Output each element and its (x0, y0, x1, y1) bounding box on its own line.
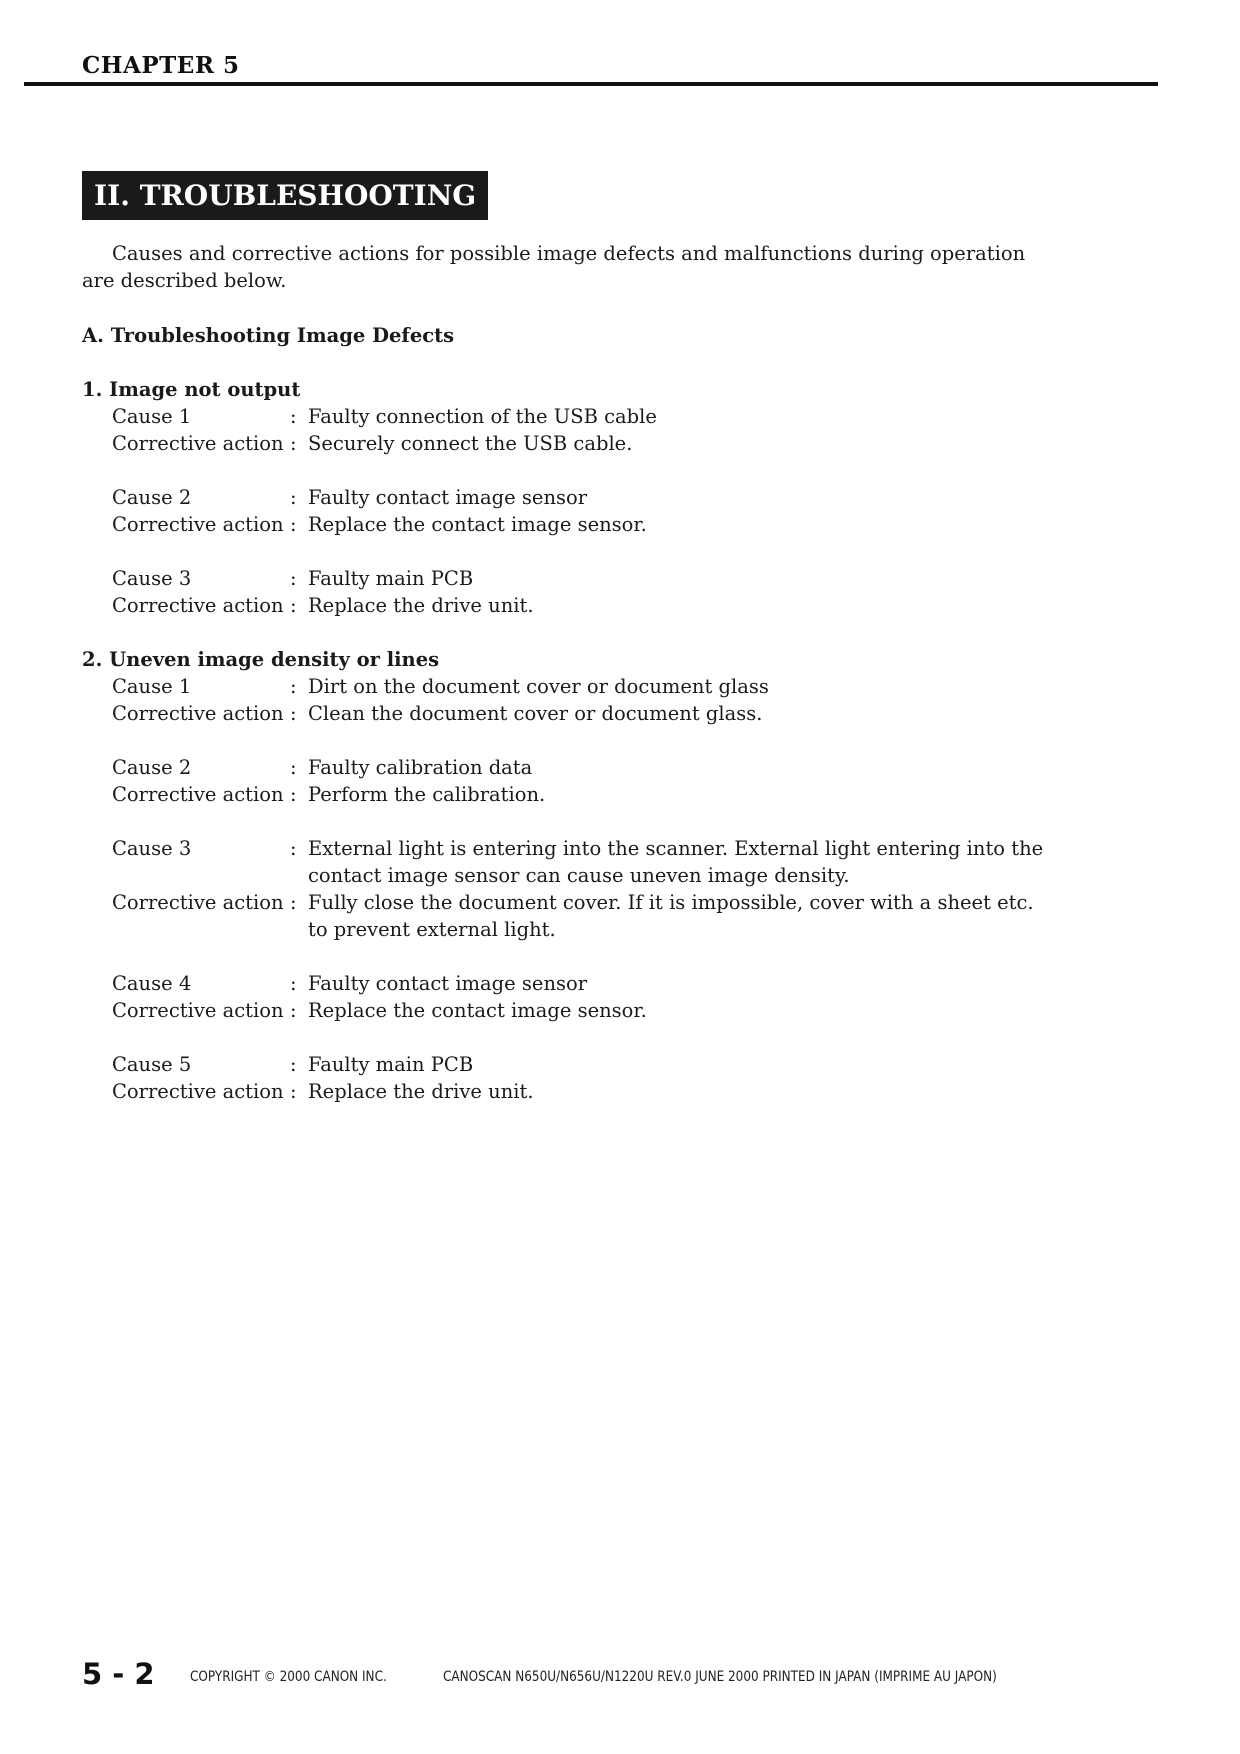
cause-label: Cause 3 (112, 567, 192, 590)
colon-separator: : (290, 837, 297, 860)
cause-entry (112, 484, 1082, 538)
troubleshooting-body (82, 322, 1082, 1105)
cause-row (112, 673, 1082, 700)
spacer (82, 1024, 1082, 1051)
chapter-rule (24, 82, 1158, 86)
colon-separator: : (290, 405, 297, 428)
action-label: Corrective action (112, 513, 284, 536)
cause-entry (112, 403, 1082, 457)
action-label: Corrective action (112, 891, 284, 914)
items-list (82, 376, 1082, 1105)
action-row (112, 430, 1082, 457)
footer-product-line: CANOSCAN N650U/N656U/N1220U REV.0 JUNE 2000 PRINTED IN JAPAN (IMPRIME AU JAPON) (443, 1669, 997, 1685)
cause-text: External light is entering into the scanner. External light entering into the contact image sensor can cause uneven image density. (308, 837, 1044, 887)
spacer (82, 943, 1082, 970)
cause-entry (112, 673, 1082, 727)
cause-text: Faulty main PCB (308, 1053, 474, 1076)
cause-row (112, 754, 1082, 781)
cause-text: Faulty contact image sensor (308, 972, 588, 995)
colon-separator: : (290, 783, 297, 806)
colon-separator: : (290, 432, 297, 455)
action-row (112, 889, 1082, 943)
action-row (112, 997, 1082, 1024)
action-text: Fully close the document cover. If it is impossible, cover with a sheet etc. to prevent external light. (308, 891, 1034, 941)
cause-text: Faulty calibration data (308, 756, 533, 779)
action-text: Replace the contact image sensor. (308, 999, 647, 1022)
action-text: Clean the document cover or document glass. (308, 702, 763, 725)
colon-separator: : (290, 1053, 297, 1076)
action-text: Perform the calibration. (308, 783, 546, 806)
action-text: Replace the drive unit. (308, 594, 534, 617)
cause-label: Cause 3 (112, 837, 192, 860)
colon-separator: : (290, 891, 297, 914)
cause-row (112, 403, 1082, 430)
colon-separator: : (290, 513, 297, 536)
cause-row (112, 484, 1082, 511)
cause-text: Faulty main PCB (308, 567, 474, 590)
action-row (112, 1078, 1082, 1105)
action-label: Corrective action (112, 432, 284, 455)
spacer (82, 349, 1082, 376)
action-label: Corrective action (112, 702, 284, 725)
cause-entry (112, 565, 1082, 619)
cause-row (112, 565, 1082, 592)
spacer (82, 619, 1082, 646)
action-label: Corrective action (112, 999, 284, 1022)
cause-label: Cause 2 (112, 756, 192, 779)
spacer (82, 538, 1082, 565)
action-text: Securely connect the USB cable. (308, 432, 633, 455)
action-text: Replace the drive unit. (308, 1080, 534, 1103)
item-title: 1. Image not output (82, 378, 301, 401)
action-row (112, 592, 1082, 619)
intro-paragraph: Causes and corrective actions for possible image defects and malfunctions during operation are described below. (82, 242, 1026, 292)
colon-separator: : (290, 594, 297, 617)
colon-separator: : (290, 999, 297, 1022)
footer-copyright: COPYRIGHT © 2000 CANON INC. (190, 1669, 387, 1685)
cause-entry (112, 970, 1082, 1024)
item-title: 2. Uneven image density or lines (82, 648, 440, 671)
spacer (82, 808, 1082, 835)
colon-separator: : (290, 756, 297, 779)
action-label: Corrective action (112, 783, 284, 806)
chapter-heading: CHAPTER 5 (82, 52, 240, 79)
cause-row (112, 970, 1082, 997)
spacer (82, 727, 1082, 754)
action-row (112, 700, 1082, 727)
cause-row (112, 1051, 1082, 1078)
spacer (82, 457, 1082, 484)
cause-label: Cause 5 (112, 1053, 192, 1076)
subsection-title: A. Troubleshooting Image Defects (82, 324, 455, 347)
cause-text: Faulty contact image sensor (308, 486, 588, 509)
cause-label: Cause 1 (112, 405, 192, 428)
colon-separator: : (290, 1080, 297, 1103)
colon-separator: : (290, 702, 297, 725)
cause-entry (112, 1051, 1082, 1105)
colon-separator: : (290, 486, 297, 509)
action-label: Corrective action (112, 594, 284, 617)
action-row (112, 781, 1082, 808)
cause-entry (112, 835, 1082, 943)
cause-label: Cause 1 (112, 675, 192, 698)
cause-text: Dirt on the document cover or document glass (308, 675, 769, 698)
colon-separator: : (290, 567, 297, 590)
section-title: II. TROUBLESHOOTING (82, 171, 488, 220)
page-number: 5 - 2 (82, 1657, 155, 1691)
cause-label: Cause 2 (112, 486, 192, 509)
cause-row (112, 835, 1082, 889)
cause-label: Cause 4 (112, 972, 192, 995)
action-label: Corrective action (112, 1080, 284, 1103)
cause-entry (112, 754, 1082, 808)
action-row (112, 511, 1082, 538)
cause-text: Faulty connection of the USB cable (308, 405, 657, 428)
colon-separator: : (290, 972, 297, 995)
colon-separator: : (290, 675, 297, 698)
action-text: Replace the contact image sensor. (308, 513, 647, 536)
